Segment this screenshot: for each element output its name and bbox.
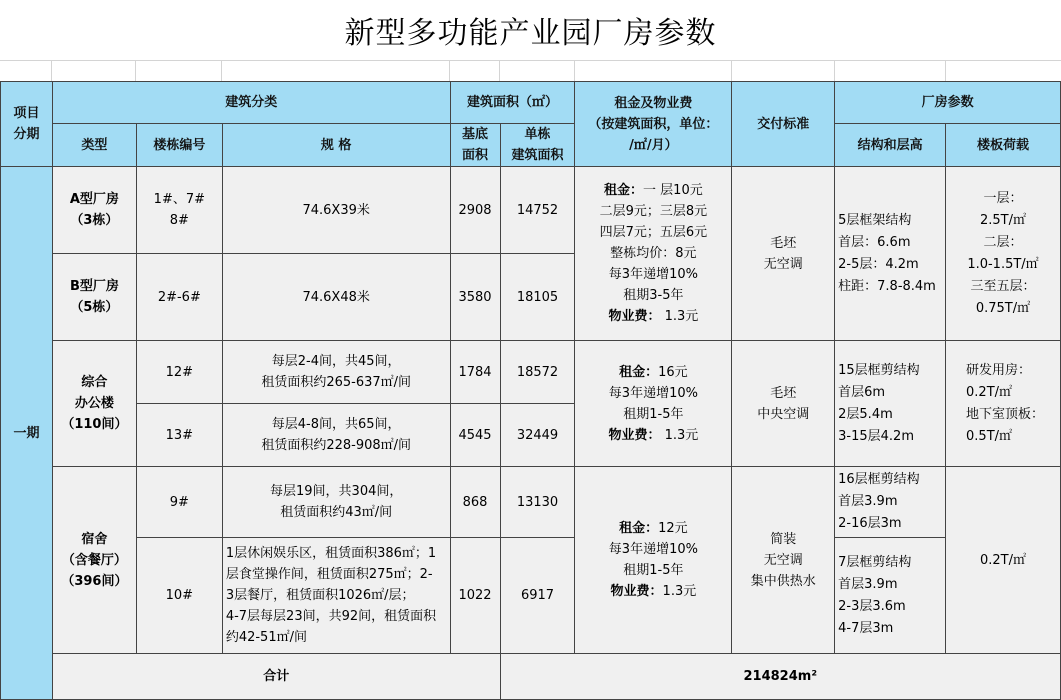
blank-cell[interactable] xyxy=(222,60,450,81)
rent-text: 四层7元；五层6元 xyxy=(599,225,708,240)
building-no-cell[interactable]: 10# xyxy=(136,538,222,654)
spec-cell[interactable]: 每层19间，共304间， 租赁面积约43㎡/间 xyxy=(222,467,450,538)
blank-cell[interactable] xyxy=(136,60,222,81)
property-fee-text: 1.3元 xyxy=(660,309,699,324)
header-params[interactable]: 厂房参数 xyxy=(835,82,1061,124)
load-cell-dorm[interactable]: 0.2T/㎡ xyxy=(946,467,1061,654)
building-no-cell[interactable]: 13# xyxy=(136,404,222,467)
spec-cell[interactable]: 74.6X39米 xyxy=(222,167,450,254)
rent-text: 一 层10元 xyxy=(643,183,703,198)
header-load[interactable]: 楼板荷载 xyxy=(946,124,1061,167)
base-area-cell[interactable]: 1022 xyxy=(450,538,500,654)
header-type[interactable]: 类型 xyxy=(52,124,136,167)
type-cell-office[interactable]: 综合 办公楼 （110间） xyxy=(52,341,136,467)
base-area-cell[interactable]: 2908 xyxy=(450,167,500,254)
blank-cell[interactable] xyxy=(0,60,52,81)
load-cell-factory[interactable]: 一层： 2.5T/㎡ 二层： 1.0-1.5T/㎡ 三至五层： 0.75T/㎡ xyxy=(946,167,1061,341)
rent-text: 每3年递增10% xyxy=(608,542,698,557)
rent-text: 整栋均价：8元 xyxy=(610,246,697,261)
header-building-no[interactable]: 楼栋编号 xyxy=(136,124,222,167)
type-cell-a[interactable]: A型厂房 （3栋） xyxy=(52,167,136,254)
header-area[interactable]: 建筑面积（㎡） xyxy=(450,82,575,124)
rent-text: 12元 xyxy=(658,521,688,536)
single-area-cell[interactable]: 14752 xyxy=(500,167,575,254)
spec-cell[interactable]: 1层休闲娱乐区，租赁面积386㎡；1 层食堂操作间，租赁面积275㎡；2- 3层餐厅，租赁面积1026㎡/层； 4-7层每层23间，共92间，租赁面积 约42-51㎡/间 xyxy=(222,538,450,654)
blank-cell[interactable] xyxy=(52,60,136,81)
rent-cell-factory[interactable] xyxy=(575,167,732,341)
header-phase[interactable]: 项目 分期 xyxy=(1,82,53,167)
blank-cell[interactable] xyxy=(835,60,946,81)
rent-cell-dorm[interactable] xyxy=(575,467,732,654)
structure-cell-dorm10[interactable]: 7层框剪结构 首层3.9m 2-3层3.6m 4-7层3m xyxy=(835,538,946,654)
delivery-cell-factory[interactable]: 毛坯 无空调 xyxy=(732,167,835,341)
spec-cell[interactable]: 74.6X48米 xyxy=(222,254,450,341)
rent-text: 租期3-5年 xyxy=(623,288,684,303)
rent-text: 租期1-5年 xyxy=(623,406,684,422)
property-fee-text: 1.3元 xyxy=(660,427,699,443)
header-structure[interactable]: 结构和层高 xyxy=(835,124,946,167)
structure-cell-dorm9[interactable]: 16层框剪结构 首层3.9m 2-16层3m xyxy=(835,467,946,538)
base-area-cell[interactable]: 868 xyxy=(450,467,500,538)
single-area-cell[interactable]: 32449 xyxy=(500,404,575,467)
building-no-cell[interactable]: 12# xyxy=(136,341,222,404)
building-no-cell[interactable]: 2#-6# xyxy=(136,254,222,341)
spec-cell[interactable]: 每层2-4间，共45间， 租赁面积约265-637㎡/间 xyxy=(222,341,450,404)
structure-cell-office[interactable]: 15层框剪结构 首层6m 2层5.4m 3-15层4.2m xyxy=(835,341,946,467)
blank-cell[interactable] xyxy=(575,60,732,81)
header-spec[interactable]: 规 格 xyxy=(222,124,450,167)
rent-label: 租金： xyxy=(619,364,659,380)
rent-label: 租金： xyxy=(604,183,644,198)
rent-text: 每3年递增10% xyxy=(608,267,698,282)
building-no-cell[interactable]: 1#、7# 8# xyxy=(136,167,222,254)
total-label[interactable]: 合计 xyxy=(52,654,500,700)
property-fee-label: 物业费： xyxy=(610,584,663,599)
delivery-cell-dorm[interactable]: 简装 无空调 集中供热水 xyxy=(732,467,835,654)
spec-cell[interactable]: 每层4-8间，共65间， 租赁面积约228-908㎡/间 xyxy=(222,404,450,467)
header-single-area[interactable]: 单栋 建筑面积 xyxy=(500,124,575,167)
base-area-cell[interactable]: 1784 xyxy=(450,341,500,404)
blank-cell[interactable] xyxy=(450,60,500,81)
single-area-cell[interactable]: 18572 xyxy=(500,341,575,404)
parameter-table xyxy=(0,81,1061,700)
property-fee-label: 物业费： xyxy=(608,427,661,443)
single-area-cell[interactable]: 6917 xyxy=(500,538,575,654)
blank-cell[interactable] xyxy=(946,60,1061,81)
sheet-title: 新型多功能产业园厂房参数 xyxy=(0,0,1061,61)
rent-text: 16元 xyxy=(658,364,688,380)
rent-text: 租期1-5年 xyxy=(623,563,684,578)
property-fee-label: 物业费： xyxy=(608,309,661,324)
total-value[interactable]: 214824m² xyxy=(500,654,1060,700)
rent-label: 租金： xyxy=(619,521,659,536)
type-cell-dorm[interactable]: 宿舍 （含餐厅） （396间） xyxy=(52,467,136,654)
property-fee-text: 1.3元 xyxy=(662,584,697,599)
header-base-area[interactable]: 基底 面积 xyxy=(450,124,500,167)
blank-cell[interactable] xyxy=(500,60,575,81)
structure-cell-factory[interactable]: 5层框架结构 首层：6.6m 2-5层：4.2m 柱距：7.8-8.4m xyxy=(835,167,946,341)
base-area-cell[interactable]: 3580 xyxy=(450,254,500,341)
building-no-cell[interactable]: 9# xyxy=(136,467,222,538)
rent-text: 二层9元；三层8元 xyxy=(599,204,708,219)
base-area-cell[interactable]: 4545 xyxy=(450,404,500,467)
single-area-cell[interactable]: 13130 xyxy=(500,467,575,538)
blank-cell[interactable] xyxy=(732,60,835,81)
load-cell-office[interactable]: 研发用房： 0.2T/㎡ 地下室顶板： 0.5T/㎡ xyxy=(946,341,1061,467)
single-area-cell[interactable]: 18105 xyxy=(500,254,575,341)
delivery-cell-office[interactable]: 毛坯 中央空调 xyxy=(732,341,835,467)
header-delivery[interactable]: 交付标准 xyxy=(732,82,835,167)
phase-cell[interactable]: 一期 xyxy=(1,167,53,700)
type-cell-b[interactable]: B型厂房 （5栋） xyxy=(52,254,136,341)
blank-row xyxy=(0,60,1061,81)
rent-cell-office[interactable] xyxy=(575,341,732,467)
header-rent[interactable]: 租金及物业费 （按建筑面积，单位： /㎡/月） xyxy=(575,82,732,167)
rent-text: 每3年递增10% xyxy=(608,385,698,401)
header-building-class[interactable]: 建筑分类 xyxy=(52,82,450,124)
